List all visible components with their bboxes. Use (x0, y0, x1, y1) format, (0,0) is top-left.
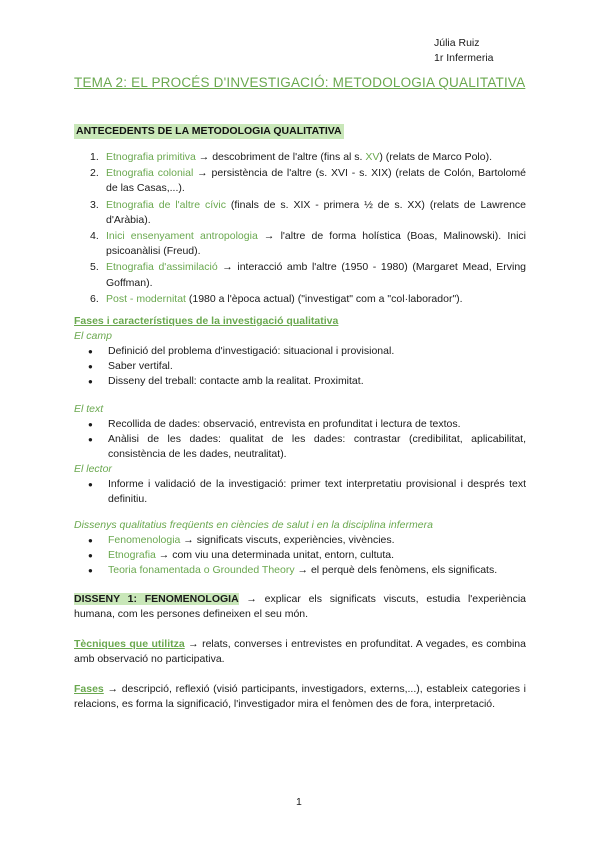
list-item: ● Recollida de dades: observació, entrevista en profunditat i lectura de textos. (74, 417, 526, 432)
tecniques-label: Tècniques que utilitza (74, 638, 185, 650)
list-item: ● Anàlisi de les dades: qualitat de les dades: contrastar (credibilitat, aplicabilitat, consistència de les dades, neutralitat). (74, 432, 526, 462)
item-term: Etnografia primitiva (106, 151, 196, 163)
fases-section (74, 314, 526, 389)
item-century: XV (365, 151, 380, 163)
list-item: 2. Etnografia colonial → persistència de l'altre (s. XVI - s. XIX) (relats de Colón, Bartolomé de las Casas,...). (90, 167, 527, 195)
lector-list (74, 477, 526, 507)
subheading-text: El text (74, 403, 104, 415)
list-item: ● Saber vertifal. (74, 359, 526, 374)
section-heading-fases: Fases i característiques de la investigació qualitativa (74, 315, 339, 327)
list-item: 4. Inici ensenyament antropologia → l'altre de forma holística (Boas, Malinowski). Inici psicoanàlisi (Freud). (90, 230, 526, 258)
list-item: ● Informe i validació de la investigació: primer text interpretatiu provisional i després text definitiu. (74, 477, 526, 507)
disseny1-paragraph: DISSENY 1: FENOMENOLOGIA → explicar els significats viscuts, estudia l'experiència humana, com les persones defineixen el seu món. (74, 593, 526, 620)
document-title: TEMA 2: EL PROCÉS D'INVESTIGACIÓ: METODOLOGIA QUALITATIVA (74, 75, 526, 90)
antecedents-list (74, 150, 526, 308)
fases-label: Fases (74, 683, 104, 695)
section-heading-antecedents: ANTECEDENTS DE LA METODOLOGIA QUALITATIVA (76, 125, 342, 137)
tecniques-paragraph: Tècniques que utilitza → relats, converses i entrevistes en profunditat. A vegades, es combina amb observació no participativa. (74, 638, 526, 665)
list-item: ● Etnografia → com viu una determinada unitat, entorn, cultuta. (74, 548, 526, 563)
subheading-dissenys: Dissenys qualitatius freqüents en ciències de salut i en la disciplina infermera (74, 519, 433, 531)
list-item: 5. Etnografia d'assimilació → interacció amb l'altre (1950 - 1980) (Margaret Mead, Erving Goffman). (90, 261, 526, 289)
fases-paragraph: Fases → descripció, reflexió (visió participants, investigadors, externs,...), estableix categories i relacions, es forma la significació, l'investigador mira el fenòmen des de fora, interpretació. (74, 683, 526, 710)
subheading-camp: El camp (74, 330, 112, 342)
list-item: 3. Etnografia de l'altre cívic (finals de s. XIX - primera ½ de s. XX) (relats de Lawrence d'Aràbia). (90, 198, 526, 226)
page-number: 1 (296, 796, 302, 808)
item-term: Inici ensenyament antropologia (106, 230, 258, 243)
text-list (74, 417, 526, 462)
disseny1-label: DISSENY 1: FENOMENOLOGIA (74, 593, 239, 605)
list-item: 1. Etnografia primitiva → descobriment de l'altre (fins al s. XV) (relats de Marco Polo). (90, 151, 493, 163)
list-item: 6. Post - modernitat (1980 a l'època actual) ("investigat" com a "col·laborador"). (90, 292, 463, 305)
list-item: ● Disseny del treball: contacte amb la realitat. Proximitat. (74, 374, 526, 389)
list-item: ● Teoria fonamentada o Grounded Theory → el perquè dels fenòmens, els significats. (74, 563, 526, 578)
list-item: ● Fenomenologia → significats viscuts, experiències, vivències. (74, 533, 526, 548)
author-block (434, 36, 494, 66)
item-term: Etnografia d'assimilació (106, 261, 218, 274)
dissenys-section (74, 518, 526, 578)
author-course: 1r Infermeria (434, 52, 494, 64)
list-item: ● Definició del problema d'investigació: situacional i provisional. (74, 344, 526, 359)
item-term: Post - modernitat (106, 292, 186, 305)
author-name: Júlia Ruiz (434, 37, 480, 49)
subheading-lector: El lector (74, 463, 112, 475)
item-term: Etnografia colonial (106, 167, 194, 180)
camp-list (74, 344, 526, 389)
item-term: Etnografia de l'altre cívic (106, 198, 226, 211)
dissenys-list (74, 533, 526, 578)
text-section (74, 402, 526, 507)
